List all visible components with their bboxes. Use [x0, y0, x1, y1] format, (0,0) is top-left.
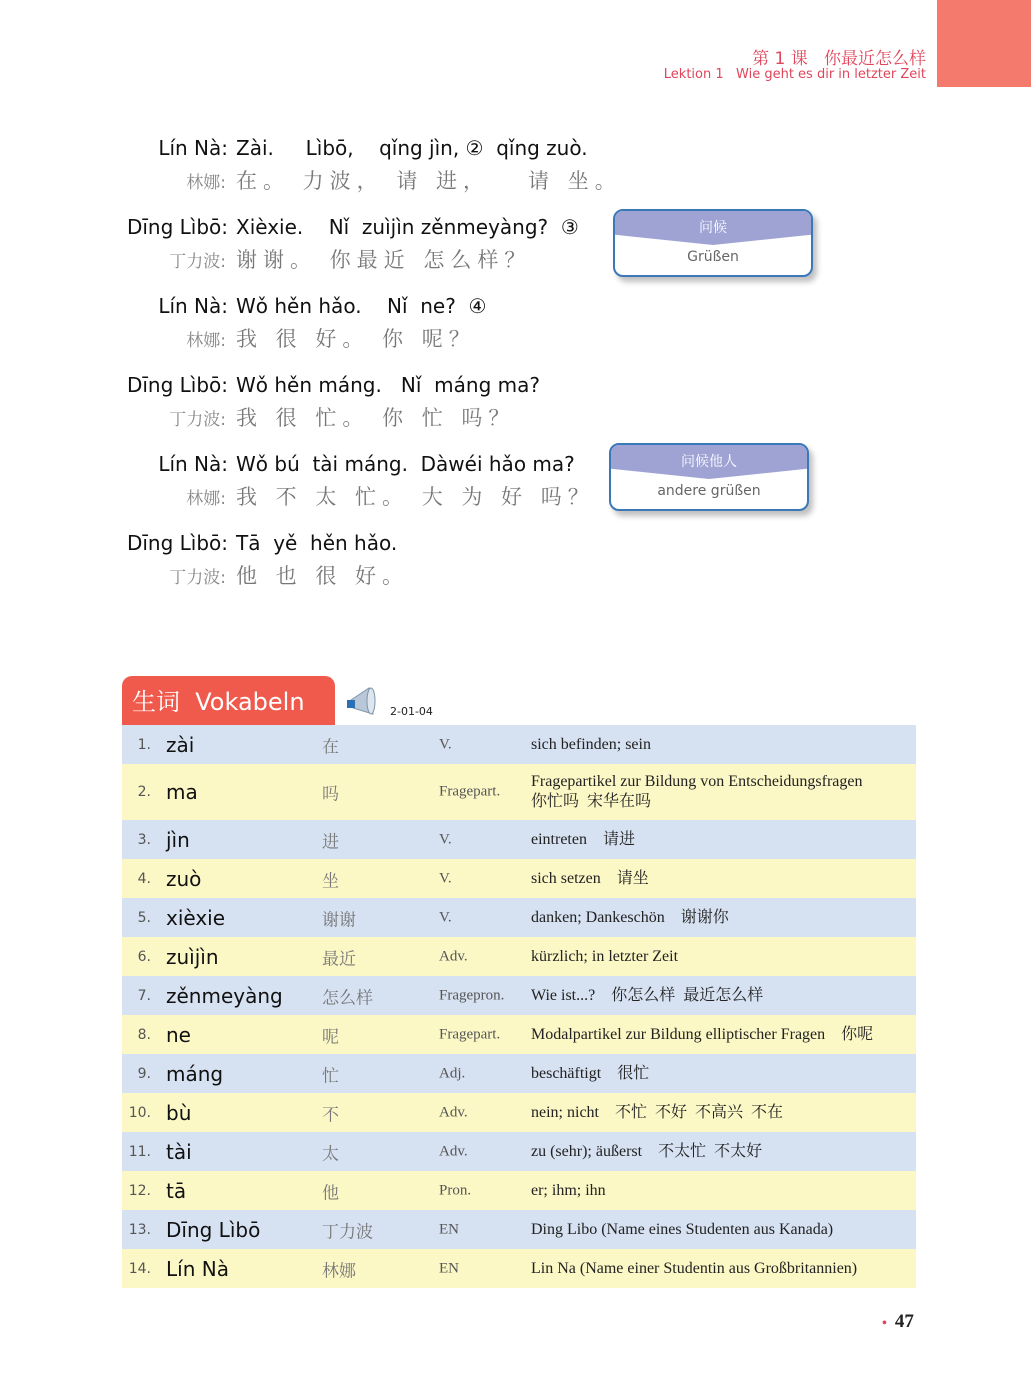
line-pinyin: Wǒ hěn hǎo. Nǐ ne? ④ [236, 294, 487, 318]
speaker-hanzi: 丁力波: [169, 410, 226, 430]
vocab-pos: Pron. [439, 1182, 472, 1198]
callout-de: Grüßen [687, 249, 739, 265]
vocab-meaning: Wie ist...? 你怎么样 最近怎么样 [531, 986, 764, 1004]
page-number: • 47 [882, 1311, 914, 1332]
vocab-pos: EN [439, 1260, 459, 1276]
vocab-pos: Fragepron. [439, 987, 505, 1003]
vocab-pinyin: bù [166, 1100, 192, 1125]
vocab-number: 1. [137, 736, 151, 753]
vocab-pinyin: xièxie [166, 905, 226, 930]
vocab-row [122, 1015, 916, 1054]
vocab-number: 10. [128, 1104, 151, 1121]
callout-greeting [613, 209, 813, 277]
vocab-pinyin: jìn [166, 827, 190, 852]
page-number-text: 47 [894, 1311, 914, 1332]
vocab-number: 5. [137, 909, 151, 926]
line-pinyin: Wǒ hěn máng. Nǐ máng ma? [236, 373, 540, 397]
line-hanzi: 在。 力波， 请 进， 请 坐。 [236, 169, 622, 193]
line-hanzi: 我 很 忙。 你 忙 吗？ [236, 406, 516, 430]
vocab-pinyin: tā [166, 1178, 187, 1203]
vocab-pinyin: tài [166, 1139, 192, 1164]
vocab-hanzi: 丁力波 [322, 1222, 373, 1242]
vocab-pos: V. [439, 736, 452, 752]
vocab-hanzi: 进 [322, 832, 339, 852]
speaker-hanzi: 丁力波: [169, 252, 226, 272]
vocab-row [122, 976, 916, 1015]
vocab-number: 8. [137, 1026, 151, 1043]
speaker-pinyin: Lín Nà: [158, 294, 228, 318]
speaker-pinyin: Dīng Lìbō: [126, 531, 228, 555]
vocab-hanzi: 最近 [322, 949, 356, 969]
vocab-meaning: Lin Na (Name einer Studentin aus Großbritannien) [531, 1259, 858, 1277]
vocab-heading: 生词 Vokabeln [122, 676, 335, 725]
vocab-pinyin: zuò [166, 866, 202, 891]
lesson-title-cn: 第 1 课 你最近怎么样 [752, 49, 926, 69]
vocab-meaning: beschäftigt 很忙 [531, 1064, 650, 1082]
vocab-row [122, 1210, 916, 1249]
vocab-pos: Adv. [439, 1104, 468, 1120]
corner-tab [937, 0, 1031, 87]
vocab-pos: Adv. [439, 948, 468, 964]
vocab-hanzi: 不 [322, 1105, 339, 1125]
vocab-pinyin: máng [166, 1061, 224, 1086]
speaker-pinyin: Lín Nà: [158, 452, 228, 476]
callout-cn: 问候他人 [681, 454, 737, 470]
speaker-pinyin: Dīng Lìbō: [126, 373, 228, 397]
vocab-meaning: danken; Dankeschön 谢谢你 [531, 908, 729, 926]
vocab-pos: V. [439, 870, 452, 886]
vocab-pos: Adj. [439, 1065, 466, 1081]
vocab-pinyin: Lín Nà [166, 1256, 229, 1281]
vocab-row [122, 1054, 916, 1093]
speaker-icon[interactable] [345, 684, 381, 720]
vocab-number: 9. [137, 1065, 151, 1082]
speaker-hanzi: 林娜: [186, 489, 226, 509]
vocab-row [122, 1132, 916, 1171]
callout-cn: 问候 [699, 220, 727, 236]
callout-greet-others [609, 443, 809, 511]
vocab-hanzi: 林娜 [322, 1261, 356, 1281]
vocab-number: 6. [137, 948, 151, 965]
vocab-number: 13. [128, 1221, 151, 1238]
vocab-pinyin: Dīng Lìbō [166, 1217, 261, 1242]
vocab-number: 11. [128, 1143, 151, 1160]
vocab-number: 14. [128, 1260, 151, 1277]
vocab-pinyin: ma [166, 780, 198, 804]
speaker-hanzi: 林娜: [186, 331, 226, 351]
vocab-number: 7. [137, 987, 151, 1004]
lesson-title-de: Lektion 1 Wie geht es dir in letzter Zeit [663, 67, 926, 82]
line-hanzi: 我 不 太 忙。 大 为 好 吗？ [236, 485, 595, 509]
vocab-number: 12. [128, 1182, 151, 1199]
line-hanzi: 他 也 很 好。 [236, 564, 410, 588]
vocab-table [122, 725, 916, 1288]
vocab-row [122, 725, 916, 764]
vocab-hanzi: 吗 [322, 784, 339, 805]
line-hanzi: 我 很 好。 你 呢？ [236, 327, 476, 351]
vocab-meaning: sich befinden; sein [531, 735, 651, 753]
vocab-row [122, 898, 916, 937]
vocab-meaning: zu (sehr); äußerst 不太忙 不太好 [531, 1142, 763, 1160]
vocab-hanzi: 在 [322, 737, 339, 757]
vocab-pos: Fragepart. [439, 783, 501, 800]
vocab-hanzi: 呢 [322, 1027, 339, 1047]
callout-de: andere grüßen [657, 483, 761, 499]
speaker-hanzi: 林娜: [186, 173, 226, 193]
vocab-meaning: kürzlich; in letzter Zeit [531, 947, 679, 965]
vocab-pos: V. [439, 831, 452, 847]
vocab-meaning [531, 772, 862, 812]
vocab-number: 2. [137, 784, 151, 800]
vocab-hanzi: 怎么样 [322, 988, 373, 1008]
speaker-pinyin: Dīng Lìbō: [126, 215, 228, 239]
line-pinyin: Xièxie. Nǐ zuìjìn zěnmeyàng? ③ [236, 215, 579, 239]
meaning-example: 你忙吗 宋华在吗 [531, 793, 652, 810]
vocab-number: 3. [137, 831, 151, 848]
vocab-pos: Adv. [439, 1143, 468, 1159]
vocab-row [122, 859, 916, 898]
vocab-row [122, 764, 916, 820]
vocab-hanzi: 太 [322, 1144, 339, 1164]
vocab-pos: V. [439, 909, 452, 925]
vocab-row [122, 937, 916, 976]
vocab-meaning: sich setzen 请坐 [531, 869, 649, 887]
line-hanzi: 谢谢。 你最近 怎么样？ [236, 248, 532, 272]
vocab-pos: Fragepart. [439, 1026, 501, 1042]
vocab-row [122, 1249, 916, 1288]
vocab-hanzi: 谢谢 [322, 910, 356, 930]
vocab-meaning: er; ihm; ihn [531, 1181, 606, 1199]
vocab-number: 4. [137, 870, 151, 887]
meaning-line: Fragepartikel zur Bildung von Entscheidungsfragen [531, 773, 863, 790]
vocab-pinyin: zài [166, 732, 195, 757]
vocab-meaning: nein; nicht 不忙 不好 不高兴 不在 [531, 1103, 783, 1121]
vocab-hanzi: 忙 [322, 1066, 339, 1086]
line-pinyin: Tā yě hěn hǎo. [236, 531, 398, 555]
vocab-meaning: Ding Libo (Name eines Studenten aus Kanada) [531, 1220, 834, 1238]
vocab-hanzi: 他 [322, 1183, 339, 1203]
audio-track-number: 2-01-04 [390, 705, 433, 718]
vocab-row [122, 820, 916, 859]
vocab-row [122, 1093, 916, 1132]
vocab-pos: EN [439, 1221, 459, 1237]
vocab-hanzi: 坐 [322, 871, 339, 891]
line-pinyin: Zài. Lìbō, qǐng jìn, ② qǐng zuò. [236, 136, 588, 160]
speaker-hanzi: 丁力波: [169, 568, 226, 588]
vocab-row [122, 1171, 916, 1210]
vocab-meaning: Modalpartikel zur Bildung elliptischer Fragen 你呢 [531, 1025, 874, 1043]
vocab-pinyin: ne [166, 1022, 191, 1047]
vocab-pinyin: zěnmeyàng [166, 983, 283, 1008]
speaker-pinyin: Lín Nà: [158, 136, 228, 160]
vocab-meaning: eintreten 请进 [531, 830, 635, 848]
line-pinyin: Wǒ bú tài máng. Dàwéi hǎo ma? [236, 452, 575, 476]
vocab-pinyin: zuìjìn [166, 944, 219, 969]
